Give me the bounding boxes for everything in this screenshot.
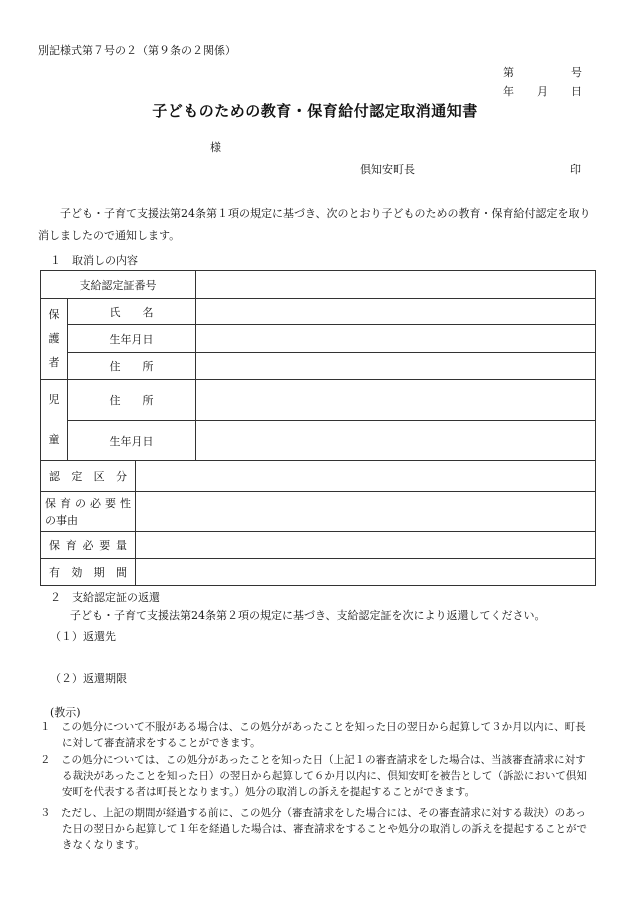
- note-item-2: ２ この処分については、この処分があったことを知った日（上記１の審査請求をした場合は、当該審査請求に対する裁決があったことを知った日）の翌日から起算して６か月以内に、倶知安町を被告として（訴訟において倶知安町を代表する者は町長となります。）処分の取消しの訴えを提起することができます。: [40, 754, 587, 798]
- notes-heading: (教示): [50, 706, 81, 719]
- guardian-char: 者: [48, 356, 60, 369]
- date-day-label: 日: [571, 85, 582, 98]
- section2-body: 子ども・子育て支援法第24条第２項の規定に基づき、支給認定証を次により返還してください。: [70, 609, 546, 622]
- cert-number-value: [196, 271, 596, 299]
- guardian-char: 護: [48, 332, 60, 345]
- section1-heading: １ 取消しの内容: [50, 254, 138, 267]
- child-address-value: [196, 380, 596, 421]
- guardian-char: 保: [48, 308, 60, 321]
- number-label-dai: 第: [503, 66, 514, 79]
- child-char: 児: [48, 393, 60, 406]
- guardian-label: [41, 299, 68, 380]
- classification-value: [136, 461, 596, 492]
- note-item-1: １ この処分について不服がある場合は、この処分があったことを知った日の翌日から起算して３か月以内に、町長に対して審査請求をすることができます。: [40, 721, 586, 749]
- guardian-birthdate-label: 生年月日: [68, 325, 196, 353]
- guardian-address-label: 住 所: [68, 353, 196, 380]
- guardian-birthdate-value: [196, 325, 596, 353]
- care-amount-label: 保育必要量: [41, 532, 136, 559]
- care-amount-value: [136, 532, 596, 559]
- valid-period-label: 有効期間: [41, 559, 136, 586]
- guardian-name-value: [196, 299, 596, 325]
- return-destination-label: （１）返還先: [50, 630, 116, 643]
- date-year-label: 年: [503, 85, 514, 98]
- intro-paragraph: 子ども・子育て支援法第24条第１項の規定に基づき、次のとおり子どものための教育・保育給付認定を取り消しましたので通知します。: [38, 207, 591, 242]
- sender-name: 倶知安町長: [360, 163, 415, 176]
- necessity-label: [41, 492, 136, 532]
- number-label-go: 号: [571, 66, 582, 79]
- section2-heading: ２ 支給認定証の返還: [50, 591, 160, 604]
- cert-number-label: 支給認定証番号: [41, 271, 196, 299]
- child-address-label: 住 所: [68, 380, 196, 421]
- necessity-value: [136, 492, 596, 532]
- child-label: [41, 380, 68, 461]
- classification-label: 認定区分: [41, 461, 136, 492]
- date-month-label: 月: [537, 85, 548, 98]
- child-birthdate-label: 生年月日: [68, 421, 196, 461]
- document-title: 子どものための教育・保育給付認定取消通知書: [152, 102, 478, 120]
- necessity-label-line1: 保育の必要性: [45, 496, 131, 510]
- return-deadline-label: （２）返還期限: [50, 672, 127, 685]
- necessity-label-line2: の事由: [45, 513, 78, 527]
- addressee-suffix: 様: [210, 141, 221, 154]
- form-number: 別記様式第７号の２（第９条の２関係）: [38, 44, 236, 57]
- seal-mark: 印: [570, 163, 581, 176]
- cancellation-details-table: [40, 270, 596, 586]
- child-birthdate-value: [196, 421, 596, 461]
- guardian-name-label: 氏 名: [68, 299, 196, 325]
- child-char: 童: [48, 433, 60, 446]
- guardian-address-value: [196, 353, 596, 380]
- note-item-3: ３ ただし、上記の期間が経過する前に、この処分（審査請求をした場合には、その審査請求に対する裁決）のあった日の翌日から起算して１年を経過した場合は、審査請求をすることや処分の取消しの訴えを提起することができなくなります。: [40, 807, 587, 851]
- valid-period-value: [136, 559, 596, 586]
